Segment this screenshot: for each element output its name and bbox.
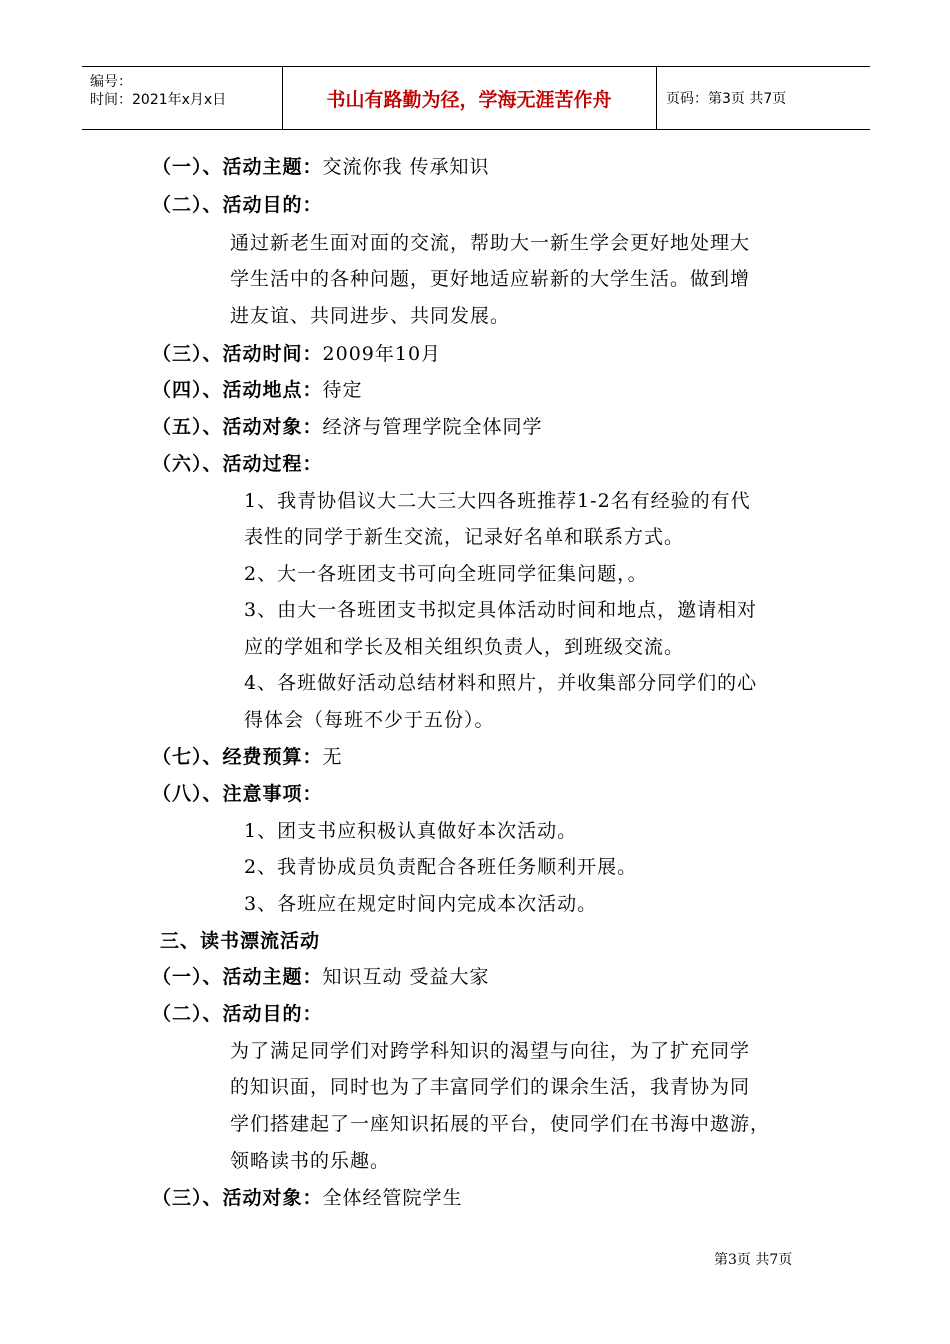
list-item: 1、团支书应积极认真做好本次活动。 [244, 820, 578, 842]
header-meta-cell [82, 67, 283, 129]
list-item: 2、我青协成员负责配合各班任务顺利开展。 [244, 856, 638, 878]
page-header [82, 66, 870, 130]
section-title: 三、读书漂流活动 [160, 930, 321, 952]
time-label: 时间：2021年x月x日 [90, 92, 227, 108]
list-item: 1、我青协倡议大二大三大四各班推荐1-2名有经验的有代 [244, 490, 751, 512]
list-item: 3、各班应在规定时间内完成本次活动。 [244, 893, 598, 915]
list-item: 应的学姐和学长及相关组织负责人，到班级交流。 [244, 636, 685, 658]
heading-line: （三）、活动对象：全体经管院学生 [152, 1187, 463, 1209]
list-item: 2、大一各班团支书可向全班同学征集问题，。 [244, 563, 648, 585]
list-item: 4、各班做好活动总结材料和照片，并收集部分同学们的心 [244, 672, 758, 694]
heading-line: （三）、活动时间：2009年10月 [152, 343, 442, 365]
heading-line: （二）、活动目的： [152, 194, 323, 216]
heading-line: （一）、活动主题：知识互动 受益大家 [152, 966, 490, 988]
heading-line: （六）、活动过程： [152, 453, 323, 475]
list-item: 3、由大一各班团支书拟定具体活动时间和地点，邀请相对 [244, 599, 758, 621]
paragraph-line: 的知识面，同时也为了丰富同学们的课余生活，我青协为同 [230, 1076, 751, 1098]
heading-line: （七）、经费预算：无 [152, 746, 343, 768]
heading-line: （二）、活动目的： [152, 1003, 323, 1025]
heading-line: （一）、活动主题：交流你我 传承知识 [152, 156, 490, 178]
list-item: 表性的同学于新生交流，记录好名单和联系方式。 [244, 526, 685, 548]
list-item: 得体会（每班不少于五份）。 [244, 709, 495, 731]
heading-line: （八）、注意事项： [152, 783, 323, 805]
paragraph-line: 学生活中的各种问题，更好地适应崭新的大学生活。做到增 [230, 268, 751, 290]
paragraph-line: 通过新老生面对面的交流，帮助大一新生学会更好地处理大 [230, 232, 751, 254]
motto: 书山有路勤为径，学海无涯苦作舟 [282, 67, 657, 129]
heading-line: （五）、活动对象：经济与管理学院全体同学 [152, 416, 543, 438]
paragraph-line: 领略读书的乐趣。 [230, 1150, 391, 1172]
paragraph-line: 进友谊、共同进步、共同发展。 [230, 305, 511, 327]
page-footer: 第3页 共7页 [714, 1252, 793, 1268]
heading-line: （四）、活动地点：待定 [152, 379, 363, 401]
number-label: 编号： [90, 74, 132, 90]
paragraph-line: 为了满足同学们对跨学科知识的渴望与向往，为了扩充同学 [230, 1040, 751, 1062]
header-page-info: 页码：第3页 共7页 [666, 91, 787, 107]
paragraph-line: 学们搭建起了一座知识拓展的平台，使同学们在书海中遨游， [230, 1113, 771, 1135]
